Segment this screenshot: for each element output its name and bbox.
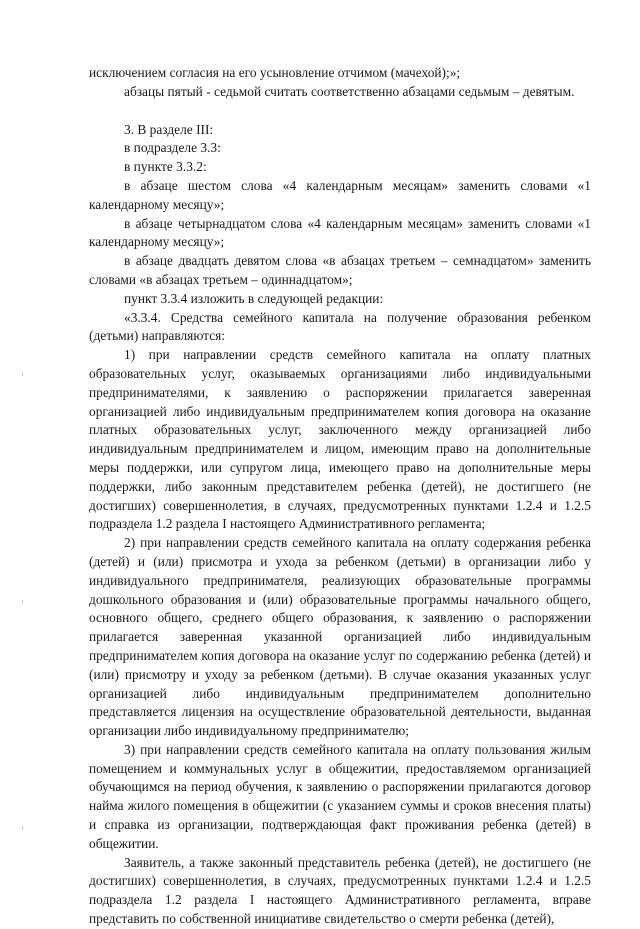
margin-mark	[22, 826, 27, 830]
document-paragraph: 2) при направлении средств семейного капитала на оплату содержания ребенка (детей) и (или) присмотра и ухода за ребенком (детьми) в организации либо у индивидуального предпринимателя, реализующих образовательные программы дошкольного образования и (или) образовательные программы начального общего, основного общего, среднего общего образования, к заявлению о распоряжении прилагается заверенная указанной организацией либо индивидуальным предпринимателем копия договора на оказание услуг по содержанию ребенка (детей) и (или) присмотру и уходу за ребенком (детьми). В случае оказания указанных услуг организацией либо индивидуальным предпринимателем дополнительно представляется лицензия на осуществление образовательной деятельности, выданная организации либо индивидуальному предпринимателю;	[89, 535, 591, 739]
paragraph-gap	[89, 102, 591, 121]
document-paragraph: 3. В разделе III:	[124, 121, 214, 137]
margin-mark	[22, 600, 27, 604]
document-paragraph: пункт 3.3.4 изложить в следующей редакции:	[124, 290, 384, 306]
document-paragraph: исключением согласия на его усыновление отчимом (мачехой);»;	[89, 65, 461, 80]
document-paragraph: Заявитель, а также законный представитель ребенка (детей), не достигшего (не достигших) совершеннолетия, в случаях, предусмотренных пунктами 1.2.4 и 1.2.5 подраздела 1.2 раздела I настоящего Административного регламента, вправе представить по собственной инициативе свидетельство о смерти ребенка (детей),	[89, 854, 591, 927]
document-paragraph: 1) при направлении средств семейного капитала на оплату платных образовательных услуг, оказываемых организациями либо индивидуальными предпринимателями, к заявлению о распоряжении прилагается заверенная организацией либо индивидуальным предпринимателем копия договора на оказание платных образовательных услуг, заключенного между организацией либо индивидуальным предпринимателем и лицом, имеющим право на дополнительные меры поддержки, или супругом лица, имеющего право на дополнительные меры поддержки, либо законным представителем ребенка (детей), не достигшего (не достигших) совершеннолетия, в случаях, предусмотренных пунктами 1.2.4 и 1.2.5 подраздела 1.2 раздела I настоящего Административного регламента;	[89, 347, 591, 532]
document-paragraph: в пункте 3.3.2:	[124, 159, 207, 175]
margin-mark	[22, 372, 27, 376]
document-paragraph: в абзаце шестом слова «4 календарным месяцам» заменить словами «1 календарному месяцу»;	[89, 177, 591, 212]
document-paragraph: «3.3.4. Средства семейного капитала на получение образования ребенком (детьми) направляются:	[89, 309, 591, 344]
document-paragraph: в подразделе 3.3:	[124, 140, 221, 156]
document-page	[89, 64, 591, 929]
document-paragraph: абзацы пятый - седьмой считать соответственно абзацами седьмым – девятым.	[124, 83, 575, 99]
document-paragraph: 3) при направлении средств семейного капитала на оплату пользования жилым помещением и коммунальных услуг в общежитии, предоставляемом организацией обучающимся на период обучения, к заявлению о распоряжении прилагаются договор найма жилого помещения в общежитии (с указанием суммы и сроков внесения платы) и справка из организации, подтверждающая факт проживания ребенка (детей) в общежитии.	[89, 741, 591, 851]
document-paragraph: в абзаце четырнадцатом слова «4 календарным месяцам» заменить словами «1 календарному месяцу»;	[89, 215, 591, 250]
document-paragraph: в абзаце двадцать девятом слова «в абзацах третьем – семнадцатом» заменить словами «в абзацах третьем – одиннадцатом»;	[89, 253, 591, 287]
